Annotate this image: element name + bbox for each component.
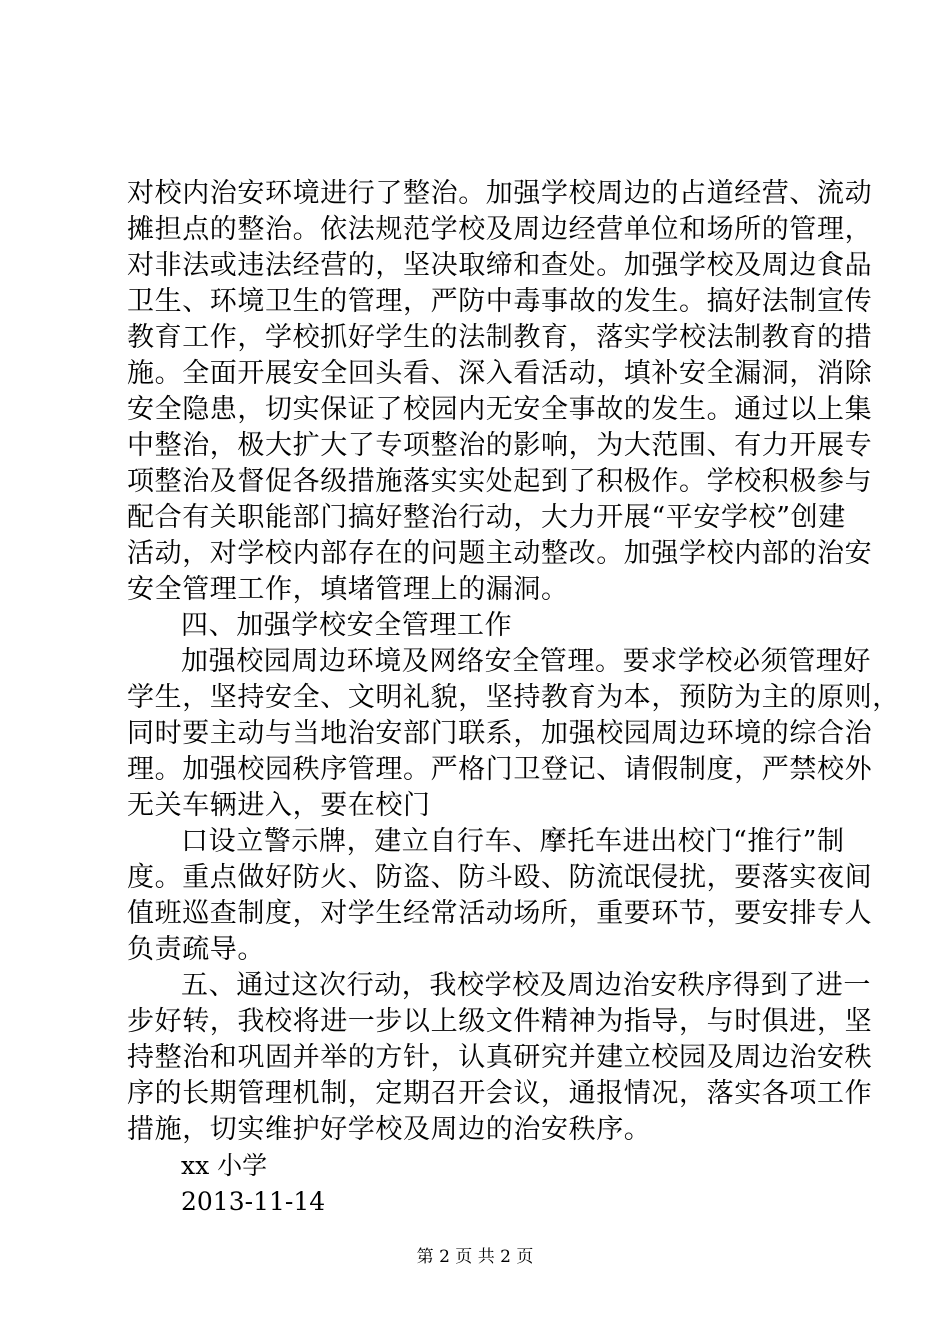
- paragraph-line: 负责疏导。: [127, 934, 265, 965]
- paragraph-line: 五、通过这次行动，我校学校及周边治安秩序得到了进一: [181, 970, 871, 1001]
- paragraph-line: 度。重点做好防火、防盗、防斗殴、防流氓侵扰，要落实夜间: [127, 862, 873, 893]
- signature-date: 2013-11-14: [181, 1187, 326, 1216]
- paragraph-line: 序的长期管理机制，定期召开会议，通报情况，落实各项工作: [127, 1078, 873, 1109]
- paragraph-line: 持整治和巩固并举的方针，认真研究并建立校园及周边治安秩: [127, 1042, 873, 1073]
- paragraph-line: 中整治，极大扩大了专项整治的影响，为大范围、有力开展专: [127, 430, 873, 461]
- paragraph-line: 值班巡查制度，对学生经常活动场所，重要环节，要安排专人: [127, 898, 873, 929]
- paragraph-line: 步好转，我校将进一步以上级文件精神为指导，与时俱进，坚: [127, 1006, 873, 1037]
- paragraph-line: 口设立警示牌，建立自行车、摩托车进出校门“推行”制: [181, 826, 845, 857]
- paragraph-line: 活动，对学校内部存在的问题主动整改。加强学校内部的治安: [127, 538, 873, 569]
- paragraph-line: 教育工作，学校抓好学生的法制教育，落实学校法制教育的措: [127, 322, 873, 353]
- paragraph-line: 对非法或违法经营的，坚决取缔和查处。加强学校及周边食品: [127, 250, 873, 281]
- document-body: [127, 176, 900, 1220]
- paragraph-line: 无关车辆进入，要在校门: [127, 790, 431, 821]
- paragraph-line: 措施，切实维护好学校及周边的治安秩序。: [127, 1114, 652, 1145]
- signature-organization: xx 小学: [181, 1151, 268, 1180]
- paragraph-line: 安全管理工作，填堵管理上的漏洞。: [127, 574, 569, 605]
- paragraph-line: 项整治及督促各级措施落实实处起到了积极作。学校积极参与: [127, 466, 873, 497]
- paragraph-line: 同时要主动与当地治安部门联系，加强校园周边环境的综合治: [127, 718, 873, 749]
- paragraph-line: 加强校园周边环境及网络安全管理。要求学校必须管理好: [181, 646, 871, 677]
- paragraph-line: 安全隐患，切实保证了校园内无安全事故的发生。通过以上集: [127, 394, 873, 425]
- section-heading: 四、加强学校安全管理工作: [181, 610, 513, 641]
- paragraph-line: 配合有关职能部门搞好整治行动，大力开展“平安学校”创建: [127, 502, 846, 533]
- paragraph-line: 理。加强校园秩序管理。严格门卫登记、请假制度，严禁校外: [127, 754, 873, 785]
- paragraph-line: 施。全面开展安全回头看、深入看活动，填补安全漏洞，消除: [127, 358, 873, 389]
- paragraph-line: 学生，坚持安全、文明礼貌，坚持教育为本，预防为主的原则，: [127, 682, 900, 713]
- paragraph-line: 摊担点的整治。依法规范学校及周边经营单位和场所的管理，: [127, 214, 873, 245]
- page-number-footer: 第 2 页 共 2 页: [416, 1247, 534, 1267]
- paragraph-line: 卫生、环境卫生的管理，严防中毒事故的发生。搞好法制宣传: [127, 286, 873, 317]
- paragraph-line: 对校内治安环境进行了整治。加强学校周边的占道经营、流动: [127, 178, 873, 209]
